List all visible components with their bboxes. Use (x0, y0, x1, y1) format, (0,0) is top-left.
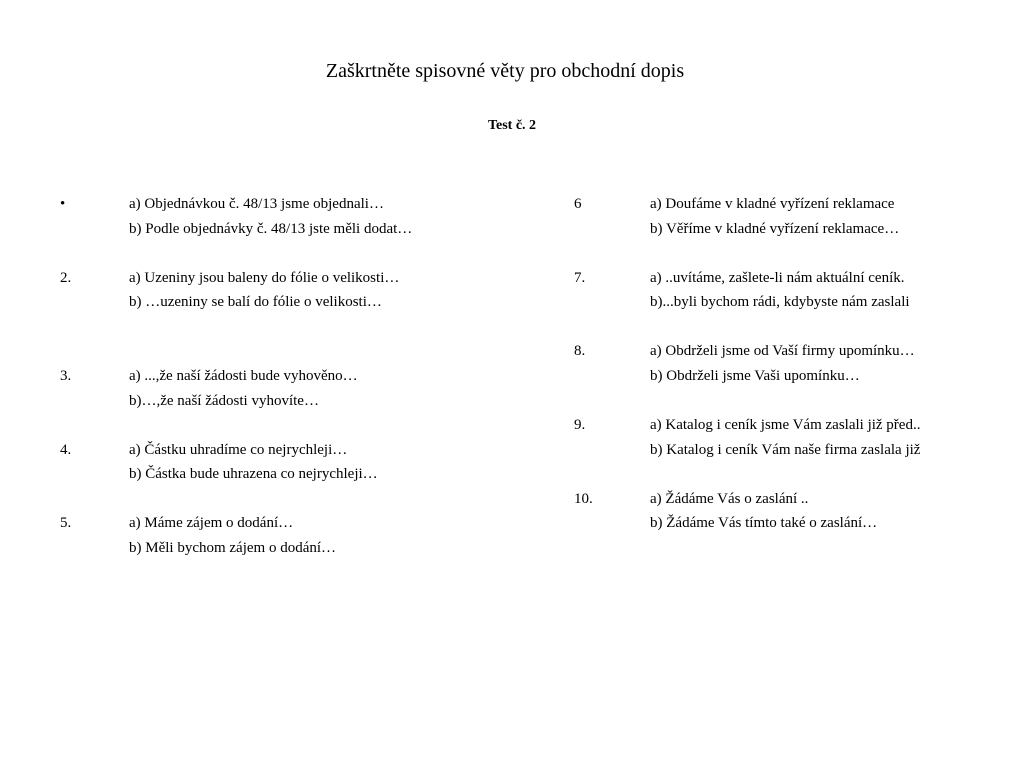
option-b[interactable]: b) Částka bude uhrazena co nejrychleji… (129, 466, 378, 482)
option-b[interactable]: b) Žádáme Vás tímto také o zaslání… (650, 515, 878, 531)
question-number: 8. (574, 343, 586, 359)
option-a[interactable]: a) Katalog i ceník jsme Vám zaslali již před.. (650, 417, 921, 433)
option-a[interactable]: a) Uzeniny jsou baleny do fólie o velikosti… (129, 269, 400, 286)
question-number: 4. (60, 441, 72, 458)
question-number: 6 (574, 196, 582, 212)
option-b[interactable]: b) Věříme v kladné vyřízení reklamace… (650, 220, 900, 237)
question-bullet: • (60, 196, 66, 212)
question-number: 9. (574, 417, 586, 433)
option-a[interactable]: a) Objednávkou č. 48/13 jsme objednali… (129, 196, 384, 212)
page-title: Zaškrtněte spisovné věty pro obchodní dopis (325, 60, 685, 82)
option-a[interactable]: a) Částku uhradíme co nejrychleji… (129, 441, 348, 458)
option-a[interactable]: a) Obdrželi jsme od Vaší firmy upomínku… (650, 343, 915, 359)
question-number: 3. (60, 368, 72, 384)
option-a[interactable]: a) Žádáme Vás o zaslání .. (650, 490, 809, 507)
option-b[interactable]: b)...byli bychom rádi, kdybyste nám zaslali (650, 294, 910, 310)
question-number: 5. (60, 515, 72, 531)
option-a[interactable]: a) Doufáme v kladné vyřízení reklamace (650, 196, 895, 212)
option-b[interactable]: b) Obdrželi jsme Vaši upomínku… (650, 367, 860, 384)
option-b[interactable]: b) Měli bychom zájem o dodání… (129, 539, 337, 556)
question-number: 2. (60, 269, 72, 286)
option-a[interactable]: a) ..uvítáme, zašlete-li nám aktuální ceník. (650, 269, 905, 286)
option-b[interactable]: b) …uzeniny se balí do fólie o velikosti… (129, 294, 382, 310)
option-a[interactable]: a) ...,že naší žádosti bude vyhověno… (129, 368, 358, 384)
option-b[interactable]: b) Katalog i ceník Vám naše firma zaslala již (650, 441, 921, 458)
test-number: Test č. 2 (487, 118, 537, 133)
option-b[interactable]: b) Podle objednávky č. 48/13 jste měli dodat… (129, 220, 413, 237)
question-number: 7. (574, 269, 586, 286)
option-a[interactable]: a) Máme zájem o dodání… (129, 515, 294, 531)
option-b[interactable]: b)…,že naší žádosti vyhovíte… (129, 392, 319, 409)
question-number: 10. (574, 490, 593, 507)
